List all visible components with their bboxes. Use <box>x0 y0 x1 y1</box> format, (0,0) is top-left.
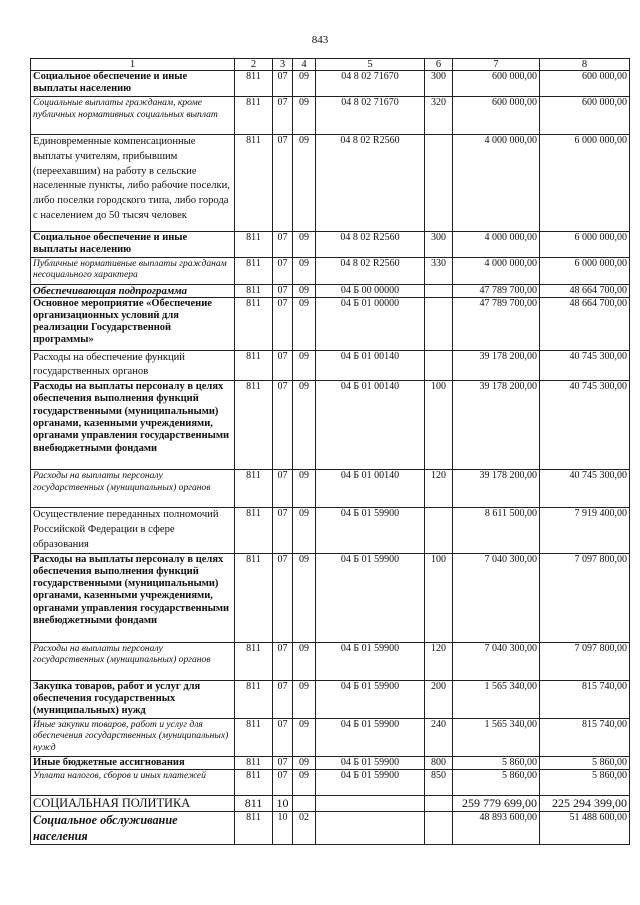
table-row <box>31 232 630 258</box>
row-name: Социальное обеспечение и иные выплаты населению <box>31 71 235 97</box>
row-amount-year1: 7 040 300,00 <box>453 642 540 680</box>
row-subsection-code: 09 <box>293 769 316 795</box>
header-row <box>31 59 630 71</box>
row-ministry-code: 811 <box>235 508 273 553</box>
row-amount-year2: 600 000,00 <box>540 71 630 97</box>
row-amount-year1: 1 565 340,00 <box>453 718 540 756</box>
row-ministry-code: 811 <box>235 756 273 769</box>
row-expense-type: 320 <box>425 97 453 135</box>
row-subsection-code: 09 <box>293 297 316 350</box>
row-expense-type <box>425 795 453 811</box>
row-ministry-code: 811 <box>235 284 273 297</box>
row-ministry-code: 811 <box>235 718 273 756</box>
table-body <box>31 71 630 845</box>
table-row <box>31 470 630 508</box>
row-expense-type <box>425 811 453 844</box>
row-ministry-code: 811 <box>235 811 273 844</box>
row-ministry-code: 811 <box>235 97 273 135</box>
row-ministry-code: 811 <box>235 795 273 811</box>
row-target-article: 04 Б 01 00000 <box>316 297 425 350</box>
row-name: СОЦИАЛЬНАЯ ПОЛИТИКА <box>31 795 235 811</box>
row-name: Расходы на выплаты персоналу в целях обеспечения выполнения функций государственными (муниципальными) органами, казенными учреждениями, органами управления государственными внебюджетными фондами <box>31 381 235 470</box>
row-amount-year2: 6 000 000,00 <box>540 232 630 258</box>
row-name: Основное мероприятие «Обеспечение организационных условий для реализации Государственной программы» <box>31 297 235 350</box>
row-target-article: 04 8 02 R2560 <box>316 135 425 232</box>
row-ministry-code: 811 <box>235 642 273 680</box>
row-name: Расходы на выплаты персоналу государственных (муниципальных) органов <box>31 642 235 680</box>
row-section-code: 07 <box>273 756 293 769</box>
row-amount-year1: 4 000 000,00 <box>453 232 540 258</box>
table-row <box>31 795 630 811</box>
table-row <box>31 297 630 350</box>
row-name: Осуществление переданных полномочий Российской Федерации в сфере образования <box>31 508 235 553</box>
row-name: Расходы на выплаты персоналу государственных (муниципальных) органов <box>31 470 235 508</box>
row-ministry-code: 811 <box>235 232 273 258</box>
row-expense-type: 200 <box>425 680 453 718</box>
row-subsection-code: 09 <box>293 257 316 284</box>
row-section-code: 07 <box>273 508 293 553</box>
row-name: Публичные нормативные выплаты гражданам несоциального характера <box>31 257 235 284</box>
row-target-article <box>316 795 425 811</box>
row-amount-year2: 40 745 300,00 <box>540 381 630 470</box>
row-amount-year1: 4 000 000,00 <box>453 257 540 284</box>
row-amount-year2: 600 000,00 <box>540 97 630 135</box>
row-name: Расходы на выплаты персоналу в целях обеспечения выполнения функций государственными (муниципальными) органами, казенными учреждениями, органами управления государственными внебюджетными фондами <box>31 553 235 642</box>
row-amount-year2: 7 097 800,00 <box>540 642 630 680</box>
row-name: Расходы на обеспечение функций государственных органов <box>31 350 235 381</box>
header-col-1: 1 <box>31 59 235 71</box>
row-amount-year1: 1 565 340,00 <box>453 680 540 718</box>
row-amount-year1: 5 860,00 <box>453 769 540 795</box>
row-expense-type: 100 <box>425 553 453 642</box>
row-name: Иные закупки товаров, работ и услуг для обеспечения государственных (муниципальных) нужд <box>31 718 235 756</box>
table-row <box>31 508 630 553</box>
row-section-code: 07 <box>273 284 293 297</box>
row-section-code: 07 <box>273 769 293 795</box>
row-amount-year2: 48 664 700,00 <box>540 284 630 297</box>
row-ministry-code: 811 <box>235 680 273 718</box>
table-row <box>31 769 630 795</box>
row-amount-year2: 5 860,00 <box>540 769 630 795</box>
table-row <box>31 811 630 844</box>
page-number: 843 <box>311 34 329 46</box>
row-expense-type <box>425 297 453 350</box>
row-amount-year2: 815 740,00 <box>540 718 630 756</box>
row-section-code: 07 <box>273 470 293 508</box>
row-expense-type: 850 <box>425 769 453 795</box>
table-row <box>31 553 630 642</box>
table-row <box>31 642 630 680</box>
row-name: Уплата налогов, сборов и иных платежей <box>31 769 235 795</box>
row-subsection-code: 09 <box>293 642 316 680</box>
row-amount-year1: 4 000 000,00 <box>453 135 540 232</box>
row-ministry-code: 811 <box>235 350 273 381</box>
row-target-article: 04 Б 01 59900 <box>316 718 425 756</box>
row-target-article: 04 Б 00 00000 <box>316 284 425 297</box>
row-amount-year2: 48 664 700,00 <box>540 297 630 350</box>
row-subsection-code: 09 <box>293 756 316 769</box>
table-row <box>31 718 630 756</box>
row-section-code: 10 <box>273 795 293 811</box>
header-col-2: 2 <box>235 59 273 71</box>
row-subsection-code: 09 <box>293 680 316 718</box>
row-subsection-code <box>293 795 316 811</box>
row-amount-year2: 40 745 300,00 <box>540 350 630 381</box>
row-amount-year1: 39 178 200,00 <box>453 381 540 470</box>
row-section-code: 07 <box>273 350 293 381</box>
row-amount-year2: 225 294 399,00 <box>540 795 630 811</box>
row-expense-type: 300 <box>425 71 453 97</box>
table-row <box>31 350 630 381</box>
row-amount-year1: 48 893 600,00 <box>453 811 540 844</box>
row-subsection-code: 02 <box>293 811 316 844</box>
row-subsection-code: 09 <box>293 350 316 381</box>
row-subsection-code: 09 <box>293 71 316 97</box>
row-name: Закупка товаров, работ и услуг для обеспечения государственных (муниципальных) нужд <box>31 680 235 718</box>
row-expense-type: 100 <box>425 381 453 470</box>
table-row <box>31 97 630 135</box>
row-target-article: 04 Б 01 59900 <box>316 680 425 718</box>
row-amount-year1: 600 000,00 <box>453 97 540 135</box>
row-amount-year1: 8 611 500,00 <box>453 508 540 553</box>
row-amount-year1: 47 789 700,00 <box>453 284 540 297</box>
row-section-code: 07 <box>273 680 293 718</box>
row-expense-type <box>425 350 453 381</box>
row-ministry-code: 811 <box>235 769 273 795</box>
row-expense-type: 800 <box>425 756 453 769</box>
row-target-article <box>316 811 425 844</box>
row-subsection-code: 09 <box>293 508 316 553</box>
row-expense-type <box>425 284 453 297</box>
row-expense-type: 240 <box>425 718 453 756</box>
row-amount-year1: 259 779 699,00 <box>453 795 540 811</box>
row-name: Единовременные компенсационные выплаты учителям, прибывшим (переехавшим) на работу в сельские населенные пункты, либо рабочие поселки, либо поселки городского типа, либо города с населением до 50 тысяч человек <box>31 135 235 232</box>
budget-table <box>30 58 630 845</box>
table-row <box>31 284 630 297</box>
table-row <box>31 756 630 769</box>
table-row <box>31 135 630 232</box>
row-section-code: 10 <box>273 811 293 844</box>
row-amount-year1: 5 860,00 <box>453 756 540 769</box>
header-col-5: 5 <box>316 59 425 71</box>
row-target-article: 04 Б 01 59900 <box>316 553 425 642</box>
row-subsection-code: 09 <box>293 381 316 470</box>
row-target-article: 04 8 02 R2560 <box>316 257 425 284</box>
row-expense-type: 120 <box>425 470 453 508</box>
row-section-code: 07 <box>273 97 293 135</box>
header-col-6: 6 <box>425 59 453 71</box>
row-amount-year2: 6 000 000,00 <box>540 257 630 284</box>
row-name: Иные бюджетные ассигнования <box>31 756 235 769</box>
row-target-article: 04 Б 01 00140 <box>316 381 425 470</box>
row-subsection-code: 09 <box>293 97 316 135</box>
row-name: Социальные выплаты гражданам, кроме публичных нормативных социальных выплат <box>31 97 235 135</box>
row-ministry-code: 811 <box>235 257 273 284</box>
row-subsection-code: 09 <box>293 232 316 258</box>
table-row <box>31 680 630 718</box>
row-name: Социальное обслуживание населения <box>31 811 235 844</box>
row-amount-year2: 7 097 800,00 <box>540 553 630 642</box>
row-amount-year2: 51 488 600,00 <box>540 811 630 844</box>
row-section-code: 07 <box>273 642 293 680</box>
table-row <box>31 381 630 470</box>
row-target-article: 04 Б 01 00140 <box>316 470 425 508</box>
row-amount-year2: 6 000 000,00 <box>540 135 630 232</box>
table-row <box>31 257 630 284</box>
row-amount-year1: 600 000,00 <box>453 71 540 97</box>
row-target-article: 04 Б 01 59900 <box>316 769 425 795</box>
row-expense-type <box>425 508 453 553</box>
row-subsection-code: 09 <box>293 135 316 232</box>
header-col-8: 8 <box>540 59 630 71</box>
row-section-code: 07 <box>273 135 293 232</box>
row-amount-year1: 39 178 200,00 <box>453 470 540 508</box>
row-subsection-code: 09 <box>293 553 316 642</box>
row-section-code: 07 <box>273 257 293 284</box>
row-amount-year1: 39 178 200,00 <box>453 350 540 381</box>
row-subsection-code: 09 <box>293 284 316 297</box>
row-section-code: 07 <box>273 71 293 97</box>
row-amount-year2: 40 745 300,00 <box>540 470 630 508</box>
header-col-7: 7 <box>453 59 540 71</box>
row-section-code: 07 <box>273 553 293 642</box>
row-target-article: 04 Б 01 00140 <box>316 350 425 381</box>
row-target-article: 04 Б 01 59900 <box>316 756 425 769</box>
row-ministry-code: 811 <box>235 381 273 470</box>
row-amount-year2: 5 860,00 <box>540 756 630 769</box>
row-target-article: 04 Б 01 59900 <box>316 642 425 680</box>
row-amount-year1: 7 040 300,00 <box>453 553 540 642</box>
row-section-code: 07 <box>273 381 293 470</box>
row-amount-year2: 815 740,00 <box>540 680 630 718</box>
row-ministry-code: 811 <box>235 71 273 97</box>
row-ministry-code: 811 <box>235 553 273 642</box>
row-target-article: 04 8 02 71670 <box>316 71 425 97</box>
row-expense-type: 120 <box>425 642 453 680</box>
row-expense-type <box>425 135 453 232</box>
row-name: Социальное обеспечение и иные выплаты населению <box>31 232 235 258</box>
header-col-3: 3 <box>273 59 293 71</box>
row-expense-type: 330 <box>425 257 453 284</box>
row-section-code: 07 <box>273 232 293 258</box>
row-expense-type: 300 <box>425 232 453 258</box>
row-ministry-code: 811 <box>235 297 273 350</box>
row-target-article: 04 Б 01 59900 <box>316 508 425 553</box>
row-subsection-code: 09 <box>293 470 316 508</box>
row-ministry-code: 811 <box>235 135 273 232</box>
row-section-code: 07 <box>273 297 293 350</box>
header-col-4: 4 <box>293 59 316 71</box>
row-ministry-code: 811 <box>235 470 273 508</box>
row-name: Обеспечивающая подпрограмма <box>31 284 235 297</box>
row-subsection-code: 09 <box>293 718 316 756</box>
row-target-article: 04 8 02 71670 <box>316 97 425 135</box>
row-target-article: 04 8 02 R2560 <box>316 232 425 258</box>
row-section-code: 07 <box>273 718 293 756</box>
row-amount-year2: 7 919 400,00 <box>540 508 630 553</box>
table-row <box>31 71 630 97</box>
row-amount-year1: 47 789 700,00 <box>453 297 540 350</box>
